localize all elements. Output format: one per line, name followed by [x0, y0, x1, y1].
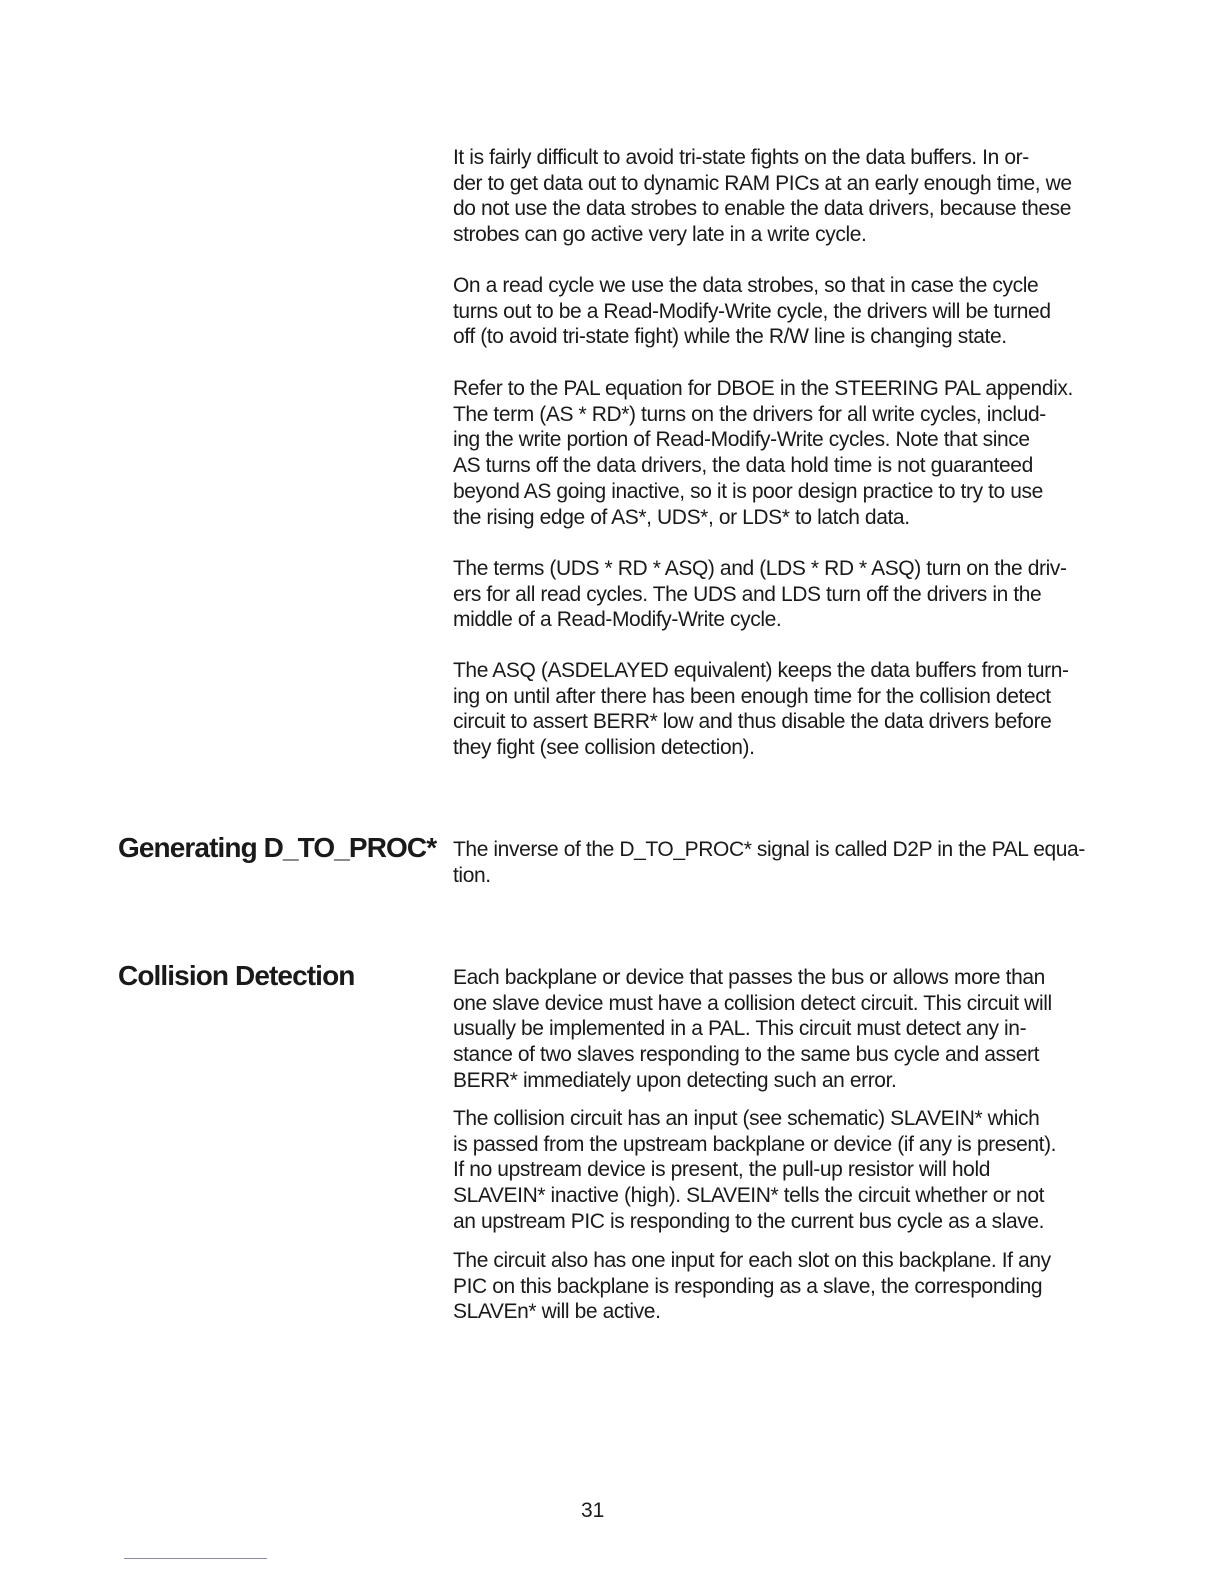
- text-line: an upstream PIC is responding to the current bus cycle as a slave.: [453, 1209, 1045, 1233]
- text-line: turns out to be a Read-Modify-Write cycle, the drivers will be turned: [453, 299, 1051, 323]
- text-line: do not use the data strobes to enable the data drivers, because these: [453, 197, 1072, 221]
- text-line: SLAVEIN* inactive (high). SLAVEIN* tells the circuit whether or not: [453, 1184, 1045, 1208]
- text-line: PIC on this backplane is responding as a slave, the corresponding: [453, 1274, 1043, 1298]
- heading-generating-d-to-proc: Generating D_TO_PROC*: [118, 832, 437, 863]
- text-line: is passed from the upstream backplane or device (if any is present).: [453, 1132, 1057, 1156]
- text-line: ers for all read cycles. The UDS and LDS turn off the drivers in the: [453, 582, 1042, 606]
- text-line: BERR* immediately upon detecting such an error.: [453, 1068, 897, 1092]
- text-line: off (to avoid tri-state fight) while the R/W line is changing state.: [453, 325, 1007, 349]
- paragraph-dboe-equation: [453, 376, 1093, 530]
- paragraph-d2p: [453, 837, 1093, 888]
- text-line: The inverse of the D_TO_PROC* signal is called D2P in the PAL equa-: [453, 838, 1085, 861]
- text-line: they fight (see collision detection).: [453, 736, 755, 760]
- text-line: Each backplane or device that passes the bus or allows more than: [453, 966, 1045, 989]
- footer-rule: [124, 1558, 267, 1559]
- text-line: Refer to the PAL equation for DBOE in the STEERING PAL appendix.: [453, 377, 1073, 400]
- text-line: The ASQ (ASDELAYED equivalent) keeps the data buffers from turn-: [453, 659, 1069, 682]
- text-line: ing the write portion of Read-Modify-Write cycles. Note that since: [453, 428, 1030, 452]
- text-line: the rising edge of AS*, UDS*, or LDS* to latch data.: [453, 505, 910, 529]
- text-line: tion.: [453, 863, 491, 887]
- paragraph-collision-circuit: [453, 965, 1093, 1094]
- text-line: AS turns off the data drivers, the data hold time is not guaranteed: [453, 454, 1033, 478]
- paragraph-asq: [453, 658, 1093, 761]
- text-line: On a read cycle we use the data strobes, so that in case the cycle: [453, 274, 1039, 297]
- text-line: circuit to assert BERR* low and thus disable the data drivers before: [453, 710, 1052, 734]
- text-line: ing on until after there has been enough time for the collision detect: [453, 684, 1051, 708]
- text-line: beyond AS going inactive, so it is poor design practice to try to use: [453, 479, 1043, 503]
- text-line: middle of a Read-Modify-Write cycle.: [453, 608, 782, 632]
- text-line: one slave device must have a collision detect circuit. This circuit will: [453, 991, 1052, 1015]
- text-line: The collision circuit has an input (see schematic) SLAVEIN* which: [453, 1107, 1040, 1130]
- paragraph-read-cycle: [453, 273, 1093, 350]
- text-line: SLAVEn* will be active.: [453, 1300, 661, 1324]
- paragraph-slot-inputs: [453, 1248, 1093, 1325]
- text-line: If no upstream device is present, the pull-up resistor will hold: [453, 1158, 991, 1182]
- heading-collision-detection: Collision Detection: [118, 960, 355, 991]
- text-line: The circuit also has one input for each slot on this backplane. If any: [453, 1249, 1051, 1272]
- page-number: 31: [581, 1499, 605, 1522]
- paragraph-read-terms: [453, 556, 1093, 633]
- text-line: usually be implemented in a PAL. This circuit must detect any in-: [453, 1017, 1027, 1041]
- text-line: der to get data out to dynamic RAM PICs at an early enough time, we: [453, 171, 1072, 195]
- text-line: It is fairly difficult to avoid tri-state fights on the data buffers. In or-: [453, 146, 1029, 169]
- paragraph-slavein: [453, 1106, 1093, 1235]
- text-line: The terms (UDS * RD * ASQ) and (LDS * RD * ASQ) turn on the driv-: [453, 557, 1067, 580]
- text-line: strobes can go active very late in a write cycle.: [453, 223, 867, 247]
- paragraph-tristate-fights: [453, 145, 1093, 248]
- text-line: The term (AS * RD*) turns on the drivers for all write cycles, includ-: [453, 402, 1046, 426]
- text-line: stance of two slaves responding to the same bus cycle and assert: [453, 1043, 1040, 1067]
